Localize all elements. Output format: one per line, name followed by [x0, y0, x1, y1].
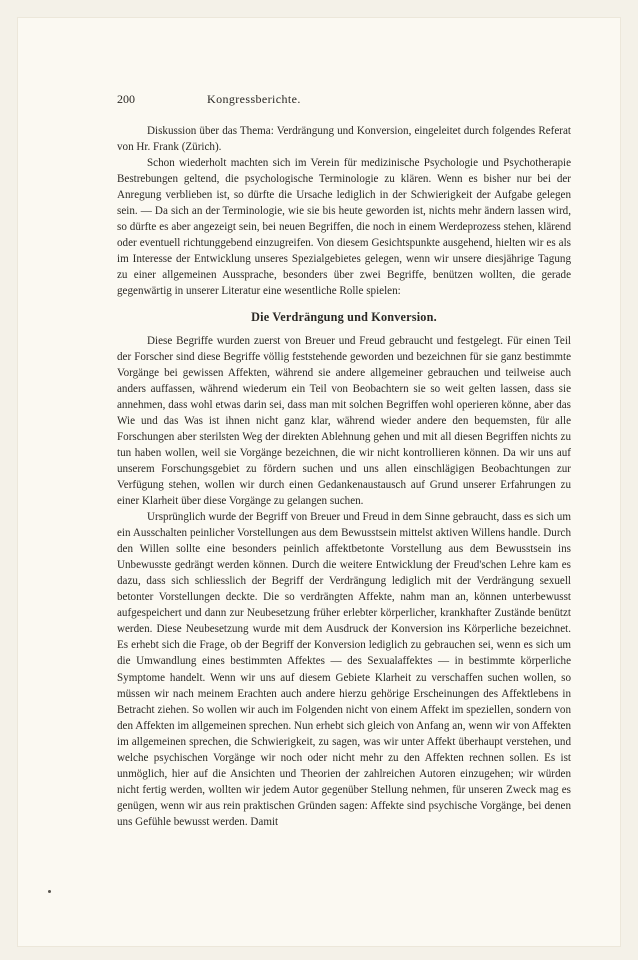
scanned-page — [18, 18, 620, 946]
page-number: 200 — [117, 92, 135, 106]
paragraph-origin: Ursprünglich wurde der Begriff von Breuer und Freud in dem Sinne gebraucht, dass es sich um ein Ausschalten peinlicher Vorstellungen aus dem Bewusstsein mittelst aktiven Willens handle. Durch den Willen sollte eine besonders peinlich affektbetonte Vorstellung aus dem Bewusstsein ins Unbewusste gedrängt werden können. Durch die weitere Entwicklung der Freud'schen Lehre kam es dazu, dass sich schliesslich der Begriff der Verdrängung lediglich mit der Verdrängung sexuell betonter Vorstellungen deckte. Die so verdrängten Affekte, nahm man an, können unterbewusst aufgespeichert und dann zur Neubesetzung früher erlebter körperlicher, krankhafter Zustände benützt werden. Diese Neubesetzung wurde mit dem Ausdruck der Konversion ins Körperliche bezeichnet. Es erhebt sich die Frage, ob der Begriff der Konversion lediglich zu gebrauchen sei, wenn es sich um die Umwandlung eines bestimmten Affektes — des Sexualaffektes — in bestimmte körperliche Symptome handelt. Wenn wir uns auf diesem Gebiete Klarheit zu verschaffen suchen wollen, so müssen wir nach meinem Erachten auch andere hierzu gehörige Erscheinungen des Affektlebens in Betracht ziehen. So wollen wir auch im Folgenden nicht von einem Affekt im speziellen, sondern von den Affekten im allgemeinen sprechen. Nun erhebt sich gleich von Anfang an, wenn wir von Affekten im allgemeinen sprechen, die Schwierigkeit, zu sagen, was wir unter Affekt überhaupt verstehen, und welche psychischen Vorgänge wir noch oder nicht mehr zu den Affekten rechnen sollen. Es ist unmöglich, hier auf die Ansichten und Theorien der zahlreichen Autoren einzugehen; wir würden nicht fertig werden, wollten wir jedem Autor gegenüber Stellung nehmen, für unseren Zweck mag es genügen, wenn wir aus rein praktischen Gründen sagen: Affekte sind psychische Vorgänge, bei denen uns Gefühle bewusst werden. Damit — [117, 511, 571, 828]
scan-speck — [48, 890, 51, 893]
section-heading: Die Verdrängung und Konversion. — [251, 309, 437, 324]
paragraph-discussion-intro: Diskussion über das Thema: Verdrängung und Konversion, eingeleitet durch folgendes Referat von Hr. Frank (Zürich). — [117, 125, 571, 154]
text-block — [117, 91, 571, 830]
paragraph-concepts: Diese Begriffe wurden zuerst von Breuer und Freud gebraucht und festgelegt. Für einen Teil der Forscher sind diese Begriffe völlig feststehende geworden und bezeichnen für sie ganz bestimmte Vorgänge bei gewissen Affekten, während sie andere allgemeiner gebrauchen und teilweise auch anders auffassen, während wiederum ein Teil von Beobachtern sie so weit gelten lassen, dass sie annehmen, dass wohl etwas darin sei, dass man mit solchen Begriffen wohl operieren könne, aber das Wie und das Was ist ihnen nicht ganz klar, während wieder andere den bequemsten, für alle Forschungen aber sterilsten Weg der direkten Ablehnung gehen und mit all diesen Begriffen nichts zu tun haben wollen, weil sie Vorgänge bezeichnen, die wir nicht kontrollieren können. Da wir uns auf unserem Forschungsgebiet zu fördern suchen und uns allen einschlägigen Beobachtungen zur Verfügung stehen, wollen wir durch einen Gedankenaustausch auf Grund unserer Erfahrungen zu einer Klarheit über diese Vorgänge zu gelangen suchen. — [117, 334, 571, 507]
running-head — [117, 91, 571, 109]
paragraph-terminology: Schon wiederholt machten sich im Verein für medizinische Psychologie und Psychotherapie Bestrebungen geltend, die psychologische Terminologie zu klären. Wenn es bisher nur bei der Anregung verblieben ist, so dürfte die Ursache lediglich in der Schwierigkeit der Aufgabe gelegen sein. — Da sich an der Terminologie, wie sie bis heute geworden ist, nichts mehr ändern lassen wird, so dürfte es aber angezeigt sein, bei neuen Begriffen, die noch in einem Werdeprozess stehen, klärend oder eventuell richtunggebend einzugreifen. Von diesem Gesichtspunkte ausgehend, hielten wir es als im Interesse der Entwicklung unseres Spezialgebietes gelegen, wenn wir unsere diesjährige Tagung zu einer allgemeinen Aussprache, besonders über zwei Begriffe, benützen wollten, die gerade gegenwärtig in unserer Literatur eine wesentliche Rolle spielen: — [117, 157, 571, 298]
running-title: Kongressberichte. — [207, 92, 301, 106]
